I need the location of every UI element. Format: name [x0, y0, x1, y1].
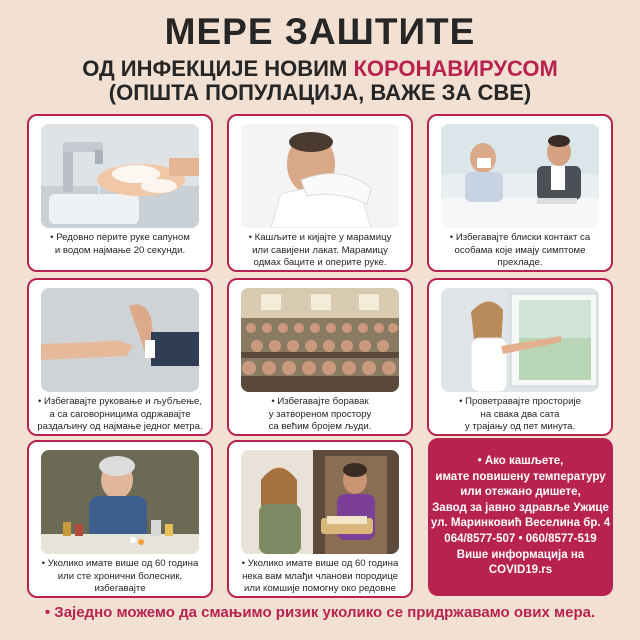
card-hand-washing [27, 114, 213, 272]
card-caption: • Избегавајте руковање и љубљење, а са саговорницима одржавајте раздаљину од најмање једног метра. [37, 396, 203, 432]
refuse-handshake-photo [41, 288, 199, 392]
sick-coworker-photo [441, 124, 599, 228]
neighbor-delivery-photo [241, 450, 399, 554]
card-avoid-contact [427, 114, 613, 272]
card-caption: • Проветравајте просторије на свака два сата у трајању од пет минута. [459, 396, 581, 432]
card-caption: • Редовно перите руке сапуном и водом најмање 20 секунди. [50, 232, 190, 256]
elderly-woman-medicine-photo [41, 450, 199, 554]
hand-washing-photo [41, 124, 199, 228]
subtitle-prefix: ОД ИНФЕКЦИЈЕ НОВИМ [82, 56, 354, 81]
card-avoid-handshake [27, 278, 213, 436]
page-title: МЕРЕ ЗАШТИТЕ [164, 11, 476, 52]
card-caption: • Избегавајте боравак у затвореном простору са већим бројем људи. [268, 396, 372, 432]
contact-info-box: • Ако кашљете, имате повишену температуру или отежано дишете, Завод за јавно здравље Ужице ул. Маринковић Веселина бр. 4 064/8577-507 • 060/8577-519 Више информација на COVID19.rs [428, 438, 613, 596]
card-avoid-crowds [227, 278, 413, 436]
card-neighbor-help [227, 440, 413, 598]
page-subtitle-line2: (ОПШТА ПОПУЛАЦИЈА, ВАЖЕ ЗА СВЕ) [108, 80, 532, 105]
card-sneeze-into-elbow [227, 114, 413, 272]
card-ventilate [427, 278, 613, 436]
subtitle-accent: КОРОНАВИРУСОМ [353, 56, 558, 81]
card-caption: • Избегавајте блиски контакт са особама које имају симптоме прехладе. [449, 232, 591, 268]
footer-note: • Заједно можемо да смањимо ризик уколико се придржавамо ових мера. [44, 604, 596, 621]
open-window-photo [441, 288, 599, 392]
card-caption: • Уколико имате више од 60 година нека вам млађи чланови породице или комшије помогну око редовне [241, 558, 399, 594]
card-elderly-chronic [27, 440, 213, 598]
card-caption: • Уколико имате више од 60 година или сте хронични болесник, избегавајте [41, 558, 199, 594]
page-subtitle [0, 56, 640, 82]
crowded-hall-photo [241, 288, 399, 392]
sneeze-into-elbow-photo [241, 124, 399, 228]
card-caption: • Кашљите и кијајте у марамицу или савијени лакат. Марамицу одмах баците и оперите руке. [248, 232, 392, 268]
